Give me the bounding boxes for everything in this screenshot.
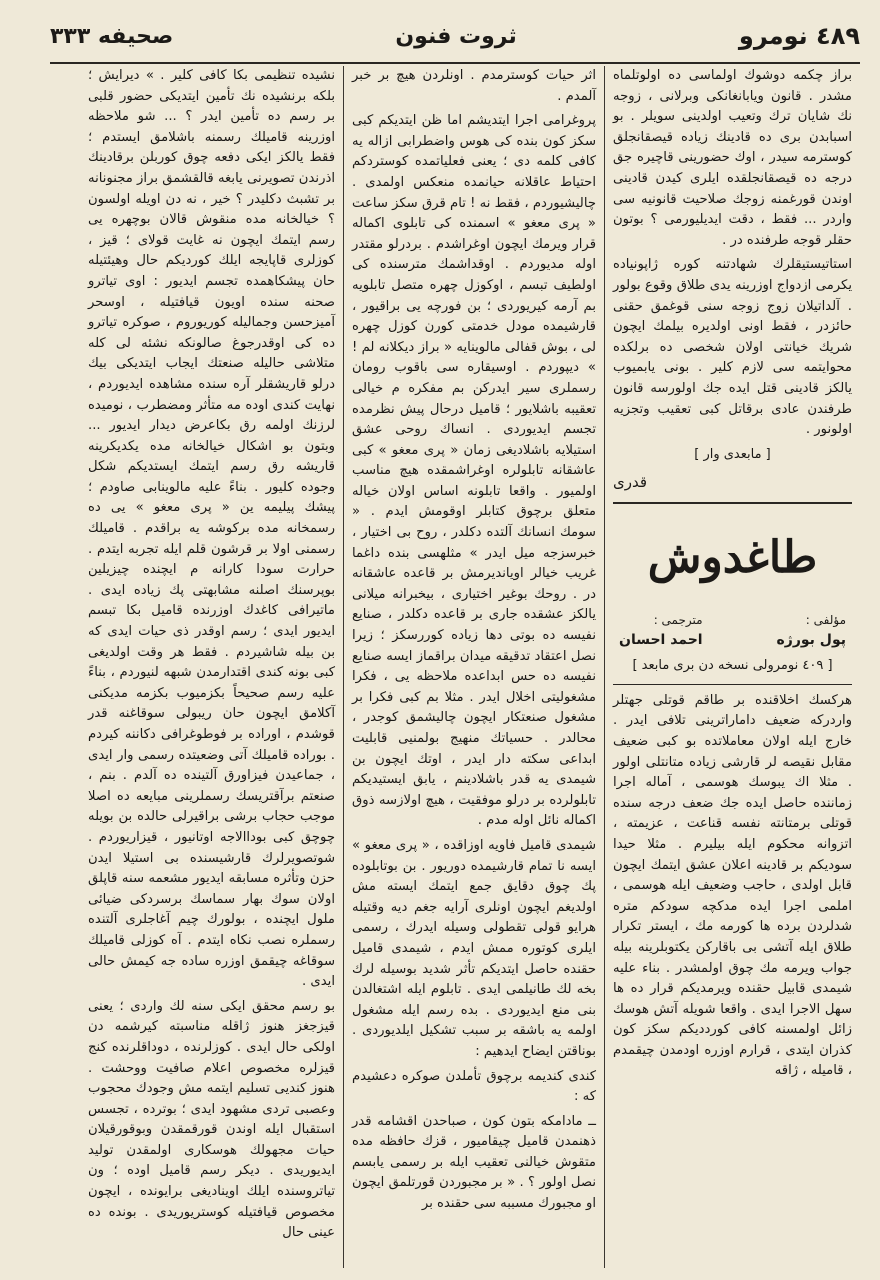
novel-paragraph: هركسك اخلاقنده بر طاقم قوتلى جهتلر واردركه ضعيف داماراترينى تلافى ايدر . خارج ايله اولان معاملاتده بو كبى ضعيف مقابل نقيصه لر قارشى زياده متانتلى اولور . مثلا اك يبوسك هوسمى ، آماله اجرا زماننده حاصل ايده جك ضعف درجه سنده قوتلى برمتانته نفسه قناعت ، عزيمته ، اتزوانه محكوم ايله بيليرم . مثلا حيدا سوديكم بر قادينه اعلان عشق ايتمك ايچون قابل اولدى ، حاجب وضعيف ايله هوسمى ، املمى اجرا ايده مدكچه سودكم متره شدلردن برده ها كورمه مك ، ايستر تكرار طلاق ايله آتشى بى باقاركن يكتوبلرينه بيله جواب ويرمه مك چوق اولمشدر . بناء عليه شيمدى قابيل حقنده ويرمديكم قرار ده ها سهل الاجرا ايدى . واقعا شويله آتش هوسك زائل اولمسنه كافى كوردديكم سكز كون كذران ايتدى ، قرارم اوزره اودمدن چيقمدم ، قاميله ، ژاقه xyxy=(613,692,852,1079)
serial-note: [ ٤٠٩ نومرولى نسخه دن برى مابعد ] xyxy=(632,657,833,673)
article-paragraph: براز چكمه دوشوك اولماسى ده اولوتلماه مشدر . قانون ويابانغانكى وبرلانى ، زوجه نك شايان ترك وتعيب اولدينى سويلر . بو اسبابدن برى ده قادينك زياده قيصقانجلق كوسترمه سيدر ، اوك حضورينى قاچيره جق درجه ده قيصقانجلقده ايلرى كيدن قادينى اوندن قورغمنه زوجك صلاحيت قانونيه سى واردر ... فقط ، دقت ايديليورمى ؟ بوتون حقلر قوجه طرفنده در . xyxy=(613,68,852,248)
translator-label: مترجمى : xyxy=(653,612,703,627)
novel-credits xyxy=(613,611,852,652)
author-name: پول بورژه xyxy=(776,631,846,648)
continued-note: [ مابعدى وار ] xyxy=(694,446,771,462)
journal-title: ثروت فنون xyxy=(395,23,517,49)
columns xyxy=(50,66,860,1268)
novel-paragraph: شيمدى قاميل فاويه اوزاقده ، « پرى معغو » ايسه نا تمام قارشيمده دوريور . بن بوتابلوده پك چوق دقايق جمع ايتمك ايسته مش اولديغم ايچون اونلرى آرايه جغم ديه وقتيله هرايو قولى تقطولى وسيله ايدرك ، رسمى ايلرى كوتوره ممش ايدم ، شيمدى قاميل حقنده حاصل ايتديكم تأثر شديد بوسيله لرك بخه لك طانيلمى ايدى . تابلوم ايله اشتغالدن بنى منع ايديوردى . بده رسم ايله مشغول اولمه يه باشقه بر سبب تشكيل ايلديوردى . بوناقتن ايضاح ايدهيم : xyxy=(352,837,596,1059)
column-left xyxy=(80,66,343,1268)
column-right xyxy=(605,66,860,1268)
translator-credit xyxy=(619,611,703,652)
page-number: صحيفه ٣٣٣ xyxy=(50,23,174,49)
novel-paragraph: ــ مادامكه بتون كون ، صباحدن اقشامه قدر ذهنمدن قاميل چيقاميور ، قزك حافظه مده متقوش خيالنى تعقيب ايله بر رسمى يابسم نصل اولور ؟ . « بر مجبوردن قورتلمق ايچون او مجبورك مسببه سى حقنده بر xyxy=(352,1113,596,1212)
author-credit xyxy=(777,611,846,652)
novel-paragraph: پروغرامى اجرا ايتديشم اما ظن ايتديكم كبى سكز كون بنده كى هوس واضطرابى ازاله يه كافى كلمه دى ؛ يعنى فعلياتمده كوستردكم احتياط عاقلانه حيانمده منعكس اولمدى . چاليشيوردم ، فقط نه ! تام قرق سكز ساعت « پرى معغو » اسمنده كى تابلوى اكماله قرار ويرمك ايچون اوغراشدم . بردرلو مقتدر اوله مديوردم . اوقداشمك مترسنده كى اولطيف تبسم ، اوكوزل چهره متصل تابلويه بم آرمه كيريوردى ؛ بن فورچه يى براقيور ، قارشيمده مودل خدمتى كورن كوزل چهره لى ، بوش قفالى مالوينايه « براز ديكلانه لم ! » ديپوردم . اوسيقاره سى باقوب رومان رسملرى سير ايدركن بم مفكره م خيالى تعقيبه باشلايور ؛ قاميل درحال پيش نظرمده تجسم ايديوردى . انساك روحى عشق استيلايه باشلاديغى زمان « پرى معغو » كبى عاشقانه تابلولره اوغراشمقده هيچ مناسب اولميور . واقعا تابلونه اساس اولان خياله متعلق برچوق كتابلر اوقومش ايدم . « سومك انسانك آلتده دكلدر ، روح بى اختيار ، خبرسزجه ميل ايدر » مثلهسى بنده داغما غريب خيالر اويانديرمش بر قاعده عاشقانه در . روحك بوغير اختيارى ، بيخبرانه ميلانى يالكز عشقده جارى بر قاعده دكلدر ، صنايع نفيسه ده بوتى دها زياده كوررسكز ؛ زيرا نصل اعتقاد تدقيقه ميدان براقماز ايسه صنايع نفيسه ده حس ابداعده ملاحظه يى ، فكرا مشغوليتى اخلال ايدر . مثلا بم كبى فكرا بر مشغول صنعتكار ايچون چاليشمق كوجدر ، محالدر . حسياتك منهيج بولمنيى قابليت ابداعى سكته دار ايدر ، اوتك ايچون بن شيمدى يه قدر باشلادينم ، يابق ايستيديكم تابلولرده بر درلو موفقيت ، هيچ اولازسه ذوق اكماله نائل اوله مدم . xyxy=(352,113,596,829)
section-divider xyxy=(613,684,852,685)
column-middle xyxy=(343,66,605,1268)
translator-name: احمد احسان xyxy=(619,631,703,648)
novel-title: طاغدوش xyxy=(647,532,818,584)
author-label: مؤلفى : xyxy=(805,612,846,627)
issue-number: ٤٨٩ نومرو xyxy=(738,22,860,50)
author-signature: قدرى xyxy=(613,472,648,491)
novel-paragraph: كندى كنديمه برچوق تأملدن صوكره دعشيدم كه : xyxy=(352,1068,596,1105)
novel-paragraph: نشيده تنظيمى بكا كافى كلير . » ديرايش ؛ بلكه برنشيده نك تأمين ايتديكى حضور قلبى بر رسم ده تأمين ايدر ؟ ... شو ملاحظه اوزرينه قاميلك رسمنه باشلامق ايستدم ؛ فقط يالكز ايكى دفعه چوق كوربلن برقادينك اذرندن تصويرنى يابغه قالقشمق براز مجنونانه بر تشبث دكليدر ؟ خير ، نه دن اويله اولسون ؟ خيالخانه مده منقوش قالان بوچهره يى رسم ايتمك ايچون نه غايت قولاى ؛ قيز ، كوزلرى قاپايجه ايلك كورديكم حال وهيئتيله حان پيشكاهمده تجسم ايديور : اوى تياترو صحنه سنده اويون قيافتيله ، اوسحر آميزحسن وجماليله كوريوروم ، صوكره تياترو ده كى اوقدرجوغ صالونكه نشئه لى كله متلاشى حاليله صنعتك ايجاب ايتديكى بيك درلو قاريشقلر آره سنده مشاهده ايديوردم ، نهايت كندى اوده مه متأثر ومضطرب ، نوميده لرزنك اولمه رق بكاعرض ديدار ايديور ... وبتون بو اشكال خيالخانه مده يكديكرينه قاريشه رق رسم ايتمك ايستديكم شكل وجوده كليور . بناءً عليه مالوينابى صاودم ؛ پيشك پيليمه ين « پرى معغو » يى ده رسمخانه مده بركوشه يه براقدم . قاميلك رسمنى اولا بر قرشون قلم ايله تجربه ايتدم . حرارت سودا كارانه م ايچنده چيزيلين بوپرسنك اصلنه مشابهتى پك زياده ايدى . ماتيرافى كاغدك اوزرنده قاميل بكا تبسم ايديور ايدى ؛ رسم اوقدر ذى حيات ايدى كه بن بيله شاشيردم . فقط هر وقت اولديغى كبى بونه كندى اقتدارمدن شبهه لنيوردم ، بناءً عليه رسم صحيحاً بكزميوب بكزمه مديكنى آكلامق ايچون حان ريبولى سوقاغنه قدر قوشدم ، اوراده بر فوطوغرافى دكاننه كيردم . بوراده قاميلك آتى وضعيتده رسمى وار ايدى ، جماعيدن فيزاورق آلتينده ده آلدم . بنم ، صنعتم برآقتريسك رسملرينى مبايعه ده اصلا موجب حجاب برشى براقيرلى حالده بن بويله چوچق كبى بوداالاجه اوتانيور ، قيزاريوردم . شوتصويرلرك قارشيسنده بى استيلا ايدن حزن وتأثره مسابقه ايديور مشعمه سنه قاپلق اولان سوك بهار سماسك برسردكى ضيائى ملول ايچنده ، بولورك چيم آغاجلرى آلتنده رسملره نصب نكاه ايتدم . آه كوزلى قاميلك سوقاغه چيقمق اوزره ساده جه كيمش حالى ايدى . xyxy=(88,68,335,990)
page-header xyxy=(50,10,860,64)
section-divider xyxy=(613,502,852,504)
article-paragraph: استاتيستيقلرك شهادتنه كوره ژاپونياده يكرمى ازدواج اوزرينه يدى طلاق وقوع بولور . آلداتيلان زوج زوجه سنى قوغمق حقنى حائزدر ، فقط اونى اولديره بيلمك ايچون شريك خيانتى اولان شخصى ده برلكده محوايتمه سى لازم كلير . بونى يابميوب يالكز قادينى قتل ايده جك اولورسه قانون طرفندن عادى برقاتل كبى تعقيب وتجزيه اولونور . xyxy=(613,257,852,438)
novel-paragraph: اثر حيات كوسترمدم . اونلردن هيچ بر خبر آلمدم . xyxy=(352,68,596,104)
novel-paragraph: بو رسم محقق ايكى سنه لك واردى ؛ يعنى قيزجغز هنوز ژاقله مناسبته كيرشمه دن اولكى حال ايدى . كوزلرنده ، دوداقلرنده كنج قيزلره مخصوص اعلام صافيت ووحشت . هنوز كنديى تسليم ايتمه مش وجودك محجوب وعصبى تردى مشهود ايدى ؛ بوترده ، تجسس استقبال ايله اوندن قورقمقدن وبوقورقيلان حيات مجهولك هوسكارى اولمقدن توليد ايديوريدى . ديكر رسم قاميل اوده ؛ ون تياتروسنده ايلك اويناديغى برايونده ، ايچون مخصوص قيافتيله كوستريوريدى . بونده ده عينى حال xyxy=(88,998,335,1241)
